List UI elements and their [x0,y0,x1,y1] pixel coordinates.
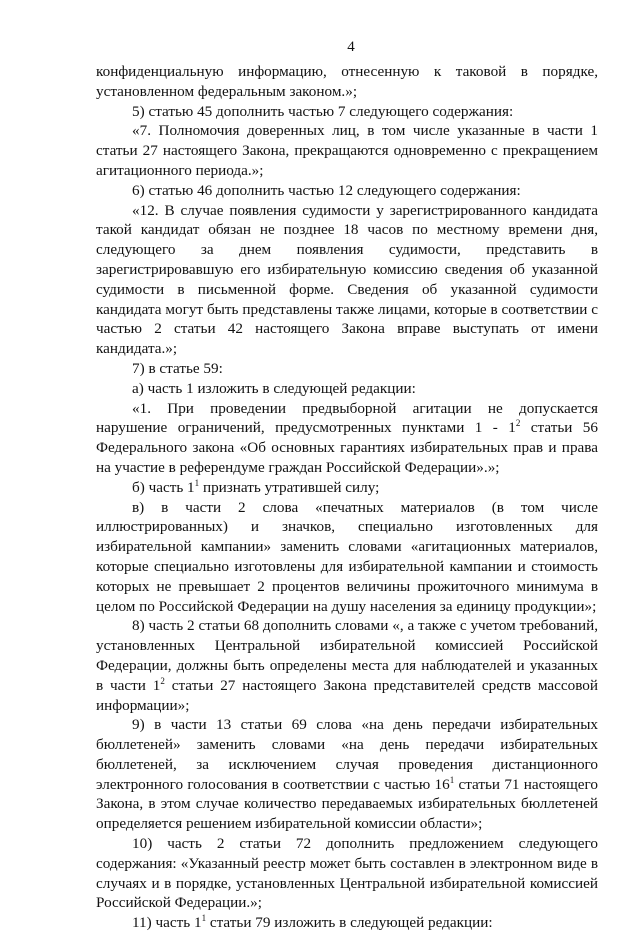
paragraph-quote-part-7: «7. Полномочия доверенных лиц, в том числе указанные в части 1 статьи 27 настоящего Закона, прекращаются одновременно с прекращением агитационного периода.»; [96,122,598,179]
text-segment: 9) в части 13 статьи 69 слова «на день передачи избирательных бюллетеней» заменить словами «на день передачи избирательных бюллетеней, за исключением случая проведения дистанционного электронного голосования в соответствии с частью 16 [96,716,598,793]
text-segment: статьи 27 настоящего Закона представителей средств массовой информации»; [96,676,598,714]
text-segment: статьи 56 Федерального закона «Об основных гарантиях избирательных прав и права на участие в референдуме граждан Российской Федерации».»; [96,419,598,476]
text-segment: статьи 79 изложить в следующей редакции: [206,914,493,932]
paragraph-item-7: 7) в статье 59: [132,359,223,377]
document-body [96,62,598,933]
superscript: 2 [515,418,521,429]
paragraph-item-8 [96,616,598,715]
paragraph-item-10: 10) часть 2 статьи 72 дополнить предложением следующего содержания: «Указанный реестр может быть составлен в электронном виде в случаях и в порядке, установленных Центральной избирательной комиссией Российской Федерации.»; [96,835,598,912]
paragraph-continuation: конфиденциальную информацию, отнесенную к таковой в порядке, установленном федеральным законом.»; [96,63,598,100]
paragraph-item-11 [96,913,598,933]
paragraph-item-6: 6) статью 46 дополнить частью 12 следующего содержания: [132,181,521,199]
paragraph-subitem-b [96,478,598,498]
text-segment: статьи 71 настоящего Закона, в этом случае количество передаваемых избирательных бюллетеней определяется решением избирательной комиссии области»; [96,775,598,833]
paragraph-quote-part-1 [96,399,598,478]
superscript: 1 [449,774,455,785]
text-segment: признать утратившей силу; [199,478,380,496]
page-number: 4 [347,39,355,55]
paragraph-subitem-a: а) часть 1 изложить в следующей редакции: [132,379,416,397]
paragraph-item-5: 5) статью 45 дополнить частью 7 следующего содержания: [132,102,514,120]
text-segment: 11) часть 1 [132,914,202,932]
text-segment: «1. При проведении предвыборной агитации не допускается нарушение ограничений, предусмотренных пунктами 1 - 1 [96,399,598,437]
paragraph-item-9 [96,715,598,834]
superscript: 2 [160,675,165,686]
paragraph-subitem-v: в) в части 2 слова «печатных материалов (в том числе иллюстрированных) и значков, специально изготовленных для избирательной кампании» заменить словами «агитационных материалов, которые специально изготовлены для избирательной кампании и стоимость которых не превышает 2 процентов величины прожиточного минимума в целом по Российской Федерации на душу населения за единицу продукции»; [96,498,598,615]
text-segment: б) часть 1 [132,478,195,496]
superscript: 1 [194,477,200,488]
paragraph-quote-part-12: «12. В случае появления судимости у зарегистрированного кандидата такой кандидат обязан не позднее 18 часов по местному времени дня, следующего за днем появления судимости, представить в зарегистрировавшую его избирательную комиссию сведения об указанной судимости в письменной форме. Сведения об указанной судимости кандидата могут быть представлены также лицами, которые в соответствии с частью 2 статьи 42 настоящего Закона вправе выступать от имени кандидата.»; [96,201,598,358]
superscript: 1 [201,913,207,924]
text-segment: 8) часть 2 статьи 68 дополнить словами «, а также с учетом требований, установленных Центральной избирательной комиссией Российской Федерации, должны быть определены места для наблюдателей и указанных в части 1 [96,617,598,694]
